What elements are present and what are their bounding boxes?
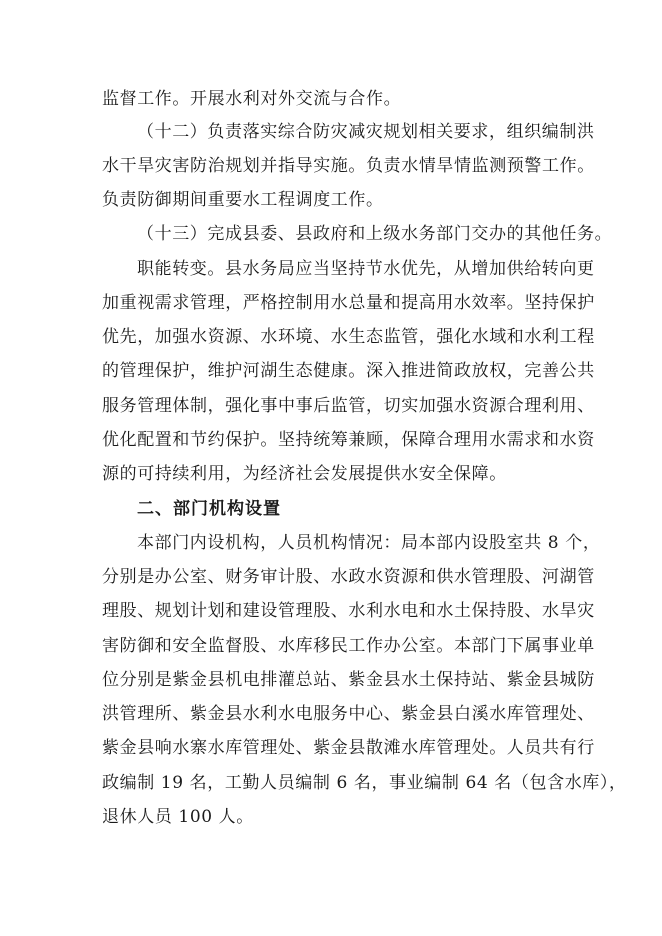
paragraph-line: 分别是办公室、财务审计股、水政水资源和供水管理股、河湖管 — [102, 567, 595, 587]
paragraph-line: 退休人员 100 人。 — [102, 807, 254, 827]
paragraph-line: （十三）完成县委、县政府和上级水务部门交办的其他任务。 — [137, 224, 613, 244]
paragraph-line: 水干旱灾害防治规划并指导实施。负责水情旱情监测预警工作。 — [102, 156, 595, 176]
paragraph-line: 服务管理体制，强化事中事后监管，切实加强水资源合理利用、 — [102, 396, 595, 416]
paragraph-line: 害防御和安全监督股、水库移民工作办公室。本部门下属事业单 — [102, 636, 595, 656]
paragraph-line: 优化配置和节约保护。坚持统筹兼顾，保障合理用水需求和水资 — [102, 430, 595, 450]
paragraph-line: 政编制 19 名，工勤人员编制 6 名，事业编制 64 名（包含水库）， — [102, 773, 627, 793]
paragraph-line: 位分别是紫金县机电排灌总站、紫金县水土保持站、紫金县城防 — [102, 670, 595, 690]
paragraph-line: 洪管理所、紫金县水利水电服务中心、紫金县白溪水库管理处、 — [102, 704, 595, 724]
section-heading: 二、部门机构设置 — [137, 499, 281, 519]
paragraph-line: （十二）负责落实综合防灾减灾规划相关要求，组织编制洪 — [137, 122, 595, 142]
paragraph-line: 紫金县响水寨水库管理处、紫金县散滩水库管理处。人员共有行 — [102, 738, 595, 758]
paragraph-line: 负责防御期间重要水工程调度工作。 — [102, 190, 384, 210]
paragraph-line: 优先，加强水资源、水环境、水生态监管，强化水域和水利工程 — [102, 327, 595, 347]
paragraph-line: 职能转变。县水务局应当坚持节水优先，从增加供给转向更 — [137, 259, 595, 279]
paragraph-line: 加重视需求管理，严格控制用水总量和提高用水效率。坚持保护 — [102, 293, 595, 313]
paragraph-line: 理股、规划计划和建设管理股、水利水电和水土保持股、水旱灾 — [102, 601, 595, 621]
paragraph-line: 监督工作。开展水利对外交流与合作。 — [102, 89, 402, 109]
paragraph-line: 本部门内设机构，人员机构情况：局本部内设股室共 8 个， — [137, 533, 601, 553]
paragraph-line: 的管理保护，维护河湖生态健康。深入推进简政放权，完善公共 — [102, 361, 595, 381]
paragraph-line: 源的可持续利用，为经济社会发展提供水安全保障。 — [102, 464, 507, 484]
